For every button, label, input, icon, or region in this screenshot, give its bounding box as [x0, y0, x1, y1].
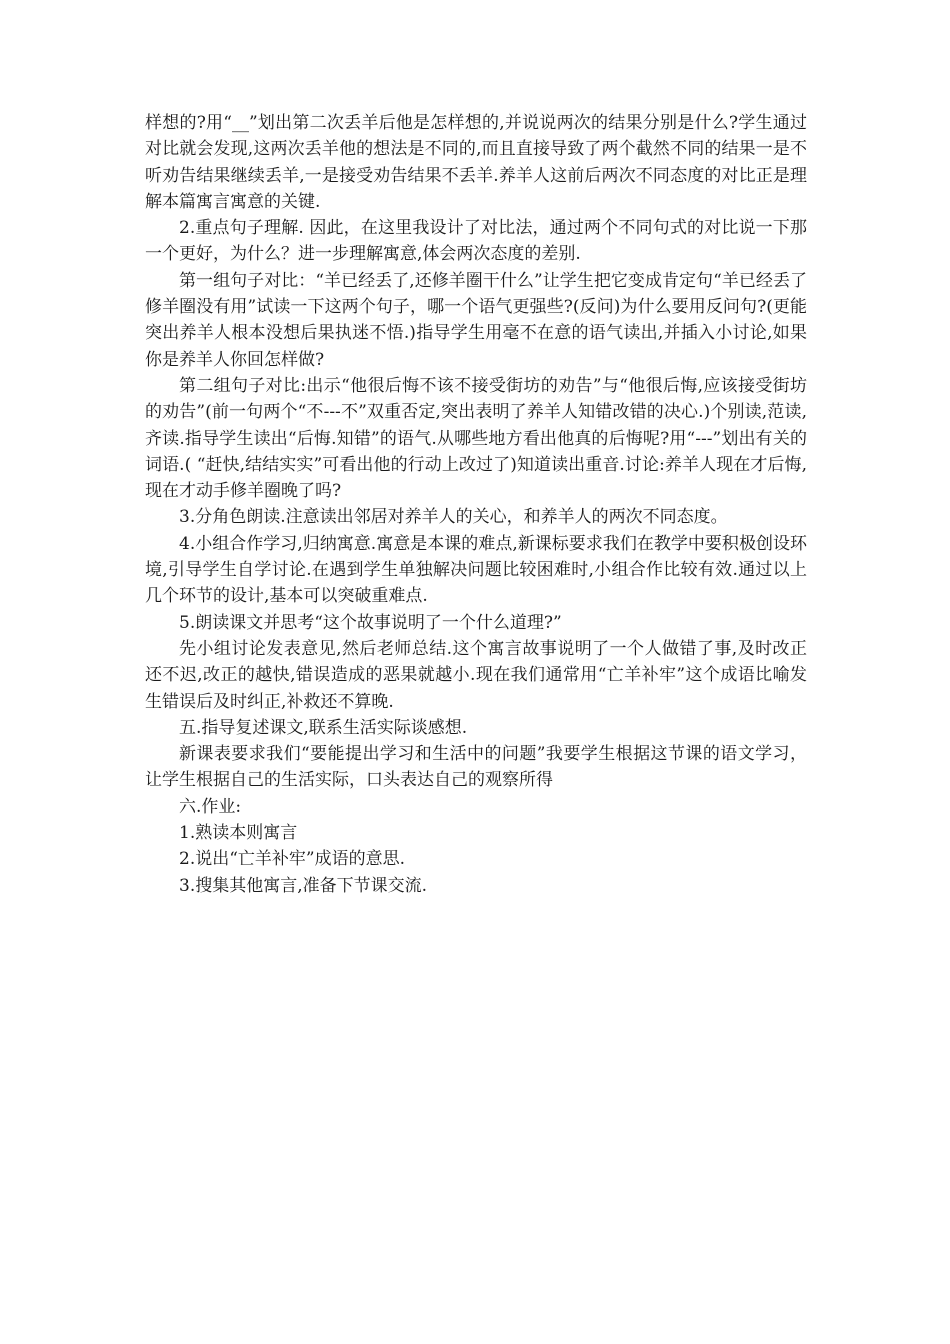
paragraph-group-study: 4.小组合作学习,归纳寓意.寓意是本课的难点,新课标要求我们在教学中要积极创设环境,引导学生自学讨论.在遇到学生单独解决问题比较困难时,小组合作比较有效.通过以上几个环节的设计,基本可以突破重难点.: [145, 533, 807, 607]
homework-item: 2.说出“亡羊补牢”成语的意思.: [179, 849, 406, 870]
paragraph-sentence-group-1: 第一组句子对比：“羊已经丢了,还修羊圈干什么”让学生把它变成肯定句“羊已经丢了修羊圈没有用”试读一下这两个句子，哪一个语气更强些?(反问)为什么要用反问句?(更能突出养羊人根本没想后果执迷不悟.)指导学生用毫不在意的语气读出,并插入小讨论,如果你是养羊人你回怎样做?: [145, 270, 807, 370]
homework-item: 3.搜集其他寓言,准备下节课交流.: [179, 875, 428, 896]
paragraph-summary: 先小组讨论发表意见,然后老师总结.这个寓言故事说明了一个人做错了事,及时改正还不迟,改正的越快,错误造成的恶果就越小.现在我们通常用“亡羊补牢”这个成语比喻发生错误后及时纠正,补救还不算晚.: [145, 638, 807, 712]
paragraph-new-curriculum: 新课表要求我们“要能提出学习和生活中的问题”我要学生根据这节课的语文学习，让学生根据自己的生活实际，口头表达自己的观察所得: [145, 744, 807, 791]
paragraph-sentence-group-2: 第二组句子对比:出示“他很后悔不该不接受街坊的劝告”与“他很后悔,应该接受街坊的劝告”(前一句两个“不---不”双重否定,突出表明了养羊人知错改错的决心.)个别读,范读,齐读.指导学生读出“后悔.知错”的语气.从哪些地方看出他真的后悔呢?用“---”划出有关的词语.( “赶快,结结实实”可看出他的行动上改过了)知道读出重音.讨论:养羊人现在才后悔,现在才动手修羊圈晚了吗?: [145, 375, 807, 502]
paragraph-role-reading: 3.分角色朗读.注意读出邻居对养羊人的关心，和养羊人的两次不同态度。: [179, 507, 728, 528]
paragraph-key-sentences: 2.重点句子理解. 因此，在这里我设计了对比法，通过两个不同句式的对比说一下那一个更好，为什么？进一步理解寓意,体会两次态度的差别.: [145, 218, 807, 265]
paragraph-continuation: 样想的?用“__”划出第二次丢羊后他是怎样想的,并说说两次的结果分别是什么?学生通过对比就会发现,这两次丢羊他的想法是不同的,而且直接导致了两个截然不同的结果一是不听劝告结果继续丢羊,一是接受劝告结果不丢羊.养羊人这前后两次不同态度的对比正是理解本篇寓言寓意的关键.: [145, 113, 807, 212]
section-heading-homework: 六.作业:: [179, 796, 242, 817]
section-heading-retell: 五.指导复述课文,联系生活实际谈感想.: [179, 717, 468, 738]
document-body: [145, 110, 807, 899]
paragraph-read-and-think: 5.朗读课文并思考“这个故事说明了一个什么道理?”: [179, 612, 562, 633]
homework-item: 1.熟读本则寓言: [179, 823, 298, 844]
